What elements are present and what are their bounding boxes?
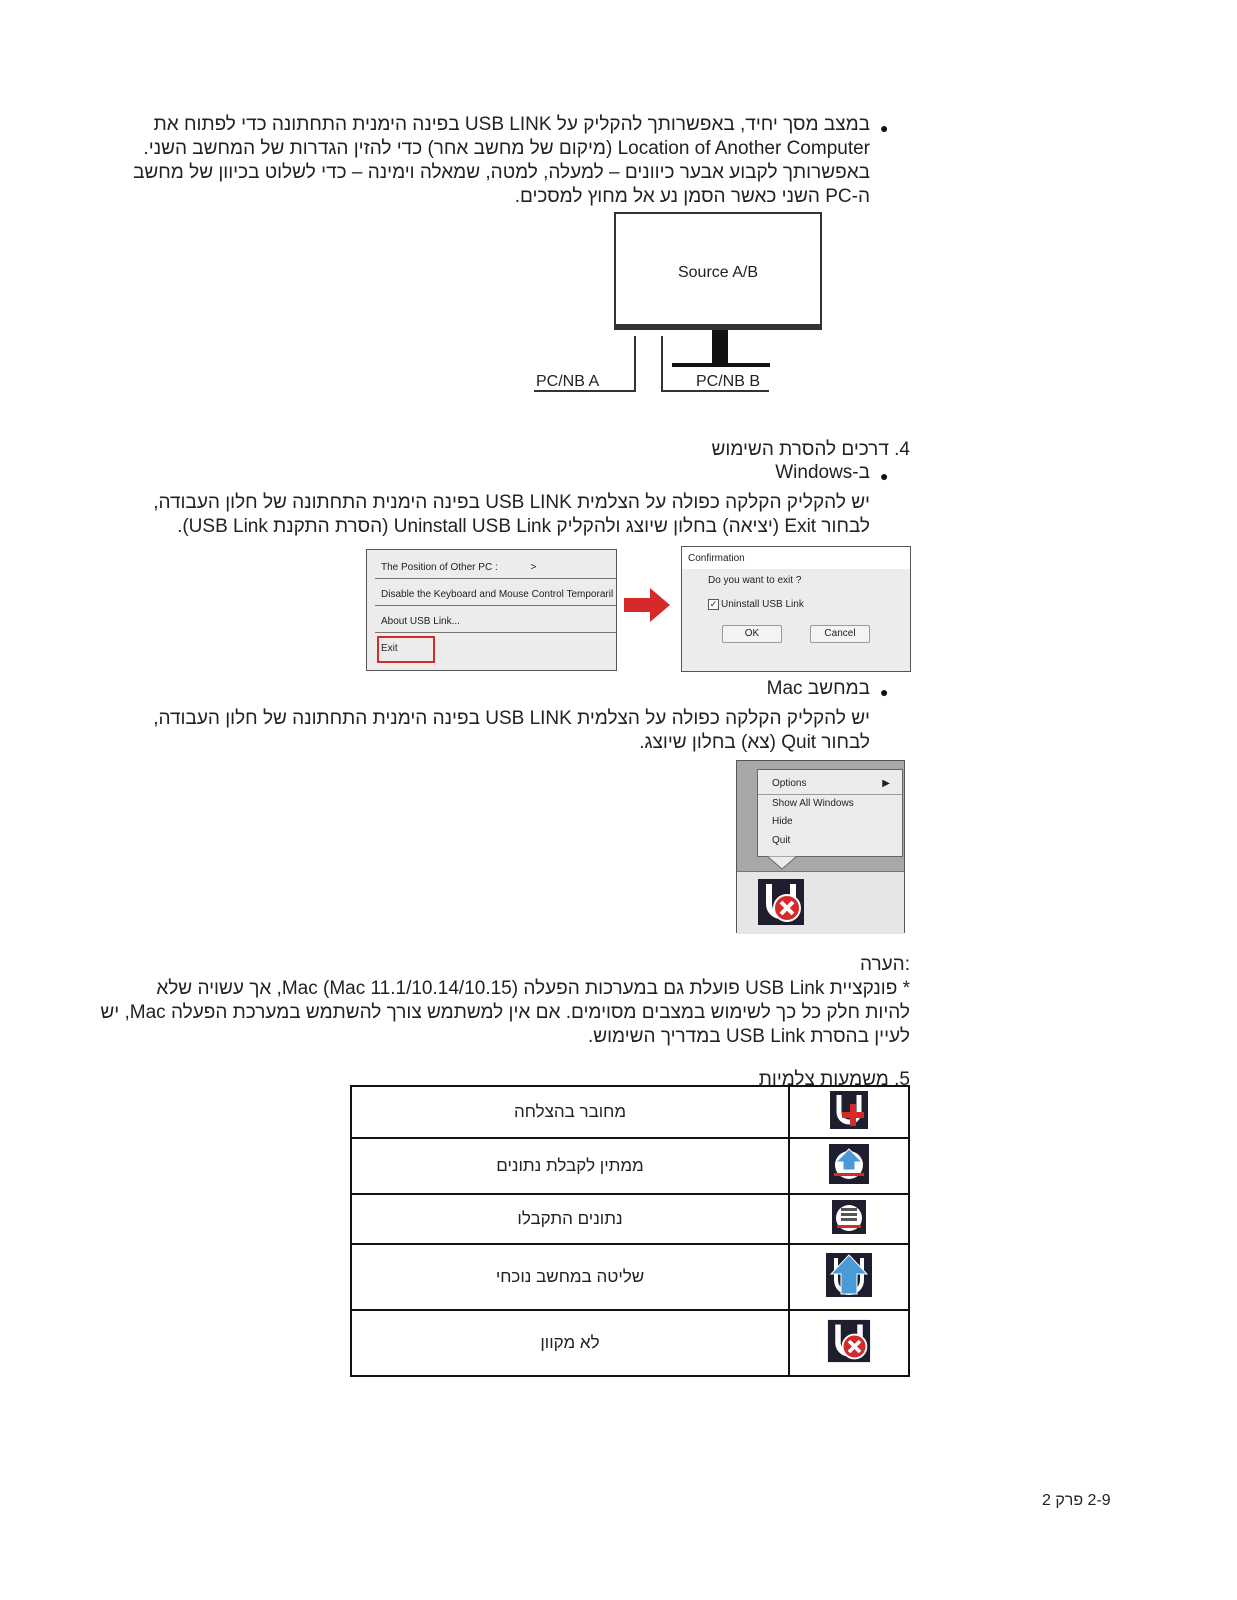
usb-link-waiting-icon — [828, 1143, 870, 1185]
pc-a-label: PC/NB A — [536, 373, 600, 390]
cable-b-vertical — [661, 336, 663, 391]
menu-separator — [375, 632, 616, 633]
table-row — [351, 1244, 909, 1310]
mac-context-menu — [757, 769, 903, 857]
monitor-base — [672, 363, 770, 367]
monitor-illustration — [614, 212, 822, 330]
legend-text: נתונים התקבלו — [351, 1194, 789, 1244]
note-line: * פונקציית USB Link פועלת גם במערכות הפעלה Mac (Mac 11.1/10.14/10.15), אך עשויה שלא — [156, 978, 910, 999]
menu-item-label: Options — [772, 778, 807, 789]
mac-label: במחשב Mac — [766, 678, 870, 699]
mac-menu-item-show-all[interactable]: Show All Windows — [772, 798, 854, 809]
icon-legend-table — [350, 1085, 910, 1377]
submenu-arrow-icon: > — [530, 562, 537, 573]
mac-menu-screenshot — [736, 760, 905, 933]
menu-separator — [375, 605, 616, 606]
legend-icon-cell — [789, 1194, 909, 1244]
menu-item-about[interactable]: About USB Link... — [381, 616, 460, 627]
usb-link-disconnected-icon[interactable] — [757, 878, 805, 926]
dialog-title: Confirmation — [688, 553, 745, 564]
legend-icon-cell — [789, 1086, 909, 1138]
menu-item-exit[interactable]: Exit — [381, 643, 398, 654]
usb-link-connected-icon — [829, 1090, 869, 1130]
monitor-label: Source A/B — [677, 264, 759, 281]
note-title: :הערה — [859, 954, 910, 975]
usb-link-control-icon — [825, 1252, 873, 1298]
table-row — [351, 1086, 909, 1138]
mac-line: יש להקליק הקלקה כפולה על הצלמית USB LINK בפינה הימנית התחתונה של חלון העבודה, — [153, 708, 870, 729]
cancel-button[interactable]: Cancel — [810, 625, 870, 643]
mac-menubar-strip — [737, 871, 904, 934]
windows-line: לבחור Exit (יציאה) בחלון שיוצג ולהקליק Uninstall USB Link (הסרת התקנת USB Link). — [177, 516, 870, 537]
usb-link-receiving-icon — [831, 1199, 867, 1235]
mac-menu-item-quit[interactable]: Quit — [772, 835, 791, 846]
page-footer: 2-9 פרק 2 — [1042, 1492, 1111, 1509]
uninstall-checkbox[interactable]: ✓ — [709, 599, 718, 609]
dialog-question: Do you want to exit ? — [708, 575, 802, 586]
section4-heading: 4. דרכים להסרת השימוש — [711, 439, 910, 460]
legend-icon-cell — [789, 1244, 909, 1310]
intro-bullet: ● — [880, 120, 889, 136]
menu-separator — [375, 578, 616, 579]
intro-line: במצב מסך יחיד, באפשרותך להקליק על USB LINK בפינה הימנית התחתונה כדי לפתוח את — [153, 114, 870, 135]
mac-bullet: ● — [880, 684, 889, 700]
legend-text: לא מקוון — [351, 1310, 789, 1376]
cable-a-vertical — [634, 336, 636, 391]
uninstall-checkbox-label: Uninstall USB Link — [721, 599, 804, 610]
usb-link-disconnected-icon — [827, 1319, 871, 1363]
windows-label: ב-Windows — [775, 462, 870, 483]
mac-instructions — [100, 707, 870, 755]
intro-line: באפשרותך לקבוע אבער כיוונים – למעלה, למטה, שמאלה וימינה – כדי לשלוט בכיוון של מחשב — [133, 162, 870, 183]
legend-icon-cell — [789, 1310, 909, 1376]
confirmation-dialog — [681, 546, 911, 672]
intro-paragraph — [100, 113, 870, 209]
intro-line: Location of Another Computer (מיקום של מחשב אחר) כדי להזין הגדרות של המחשב השני. — [143, 138, 870, 159]
note-line: להיות חלק כל כך לשימוש במצבים מסוימים. אם אין למשתמש צורך להשתמש במערכת הפעלה Mac, יש — [100, 1002, 910, 1023]
menu-pointer — [767, 856, 797, 870]
legend-text: שליטה במחשב נוכחי — [351, 1244, 789, 1310]
table-row — [351, 1194, 909, 1244]
section5-heading: 5. משמעות צלמיות — [758, 1069, 910, 1090]
intro-line: ה-PC השני כאשר הסמן נע אל מחוץ למסכים. — [514, 186, 870, 207]
menu-item-label: The Position of Other PC : — [381, 562, 498, 573]
right-arrow-icon — [624, 588, 670, 622]
menu-separator — [758, 794, 902, 795]
menu-item-disable-keyboard-mouse[interactable]: Disable the Keyboard and Mouse Control Temporaril — [381, 589, 614, 600]
note-line: לעיין בהסרת USB Link במדריך השימוש. — [587, 1026, 910, 1047]
legend-icon-cell — [789, 1138, 909, 1194]
windows-bullet: ● — [880, 468, 889, 484]
windows-line: יש להקליק הקלקה כפולה על הצלמית USB LINK בפינה הימנית התחתונה של חלון העבודה, — [153, 492, 870, 513]
windows-context-menu — [366, 549, 617, 671]
ok-button[interactable]: OK — [722, 625, 782, 643]
menu-item-position-other-pc[interactable] — [381, 562, 536, 573]
note-body — [100, 977, 910, 1049]
table-row — [351, 1310, 909, 1376]
mac-menu-item-options[interactable] — [772, 778, 890, 789]
mac-line: לבחור Quit (צא) בחלון שיוצג. — [639, 732, 870, 753]
mac-menu-item-hide[interactable]: Hide — [772, 816, 793, 827]
monitor-stand — [712, 330, 728, 364]
submenu-arrow-icon: ▶ — [882, 778, 890, 789]
legend-text: מחובר בהצלחה — [351, 1086, 789, 1138]
pc-b-label: PC/NB B — [696, 373, 761, 390]
legend-text: ממתין לקבלת נתונים — [351, 1138, 789, 1194]
windows-instructions — [100, 491, 870, 539]
table-row — [351, 1138, 909, 1194]
